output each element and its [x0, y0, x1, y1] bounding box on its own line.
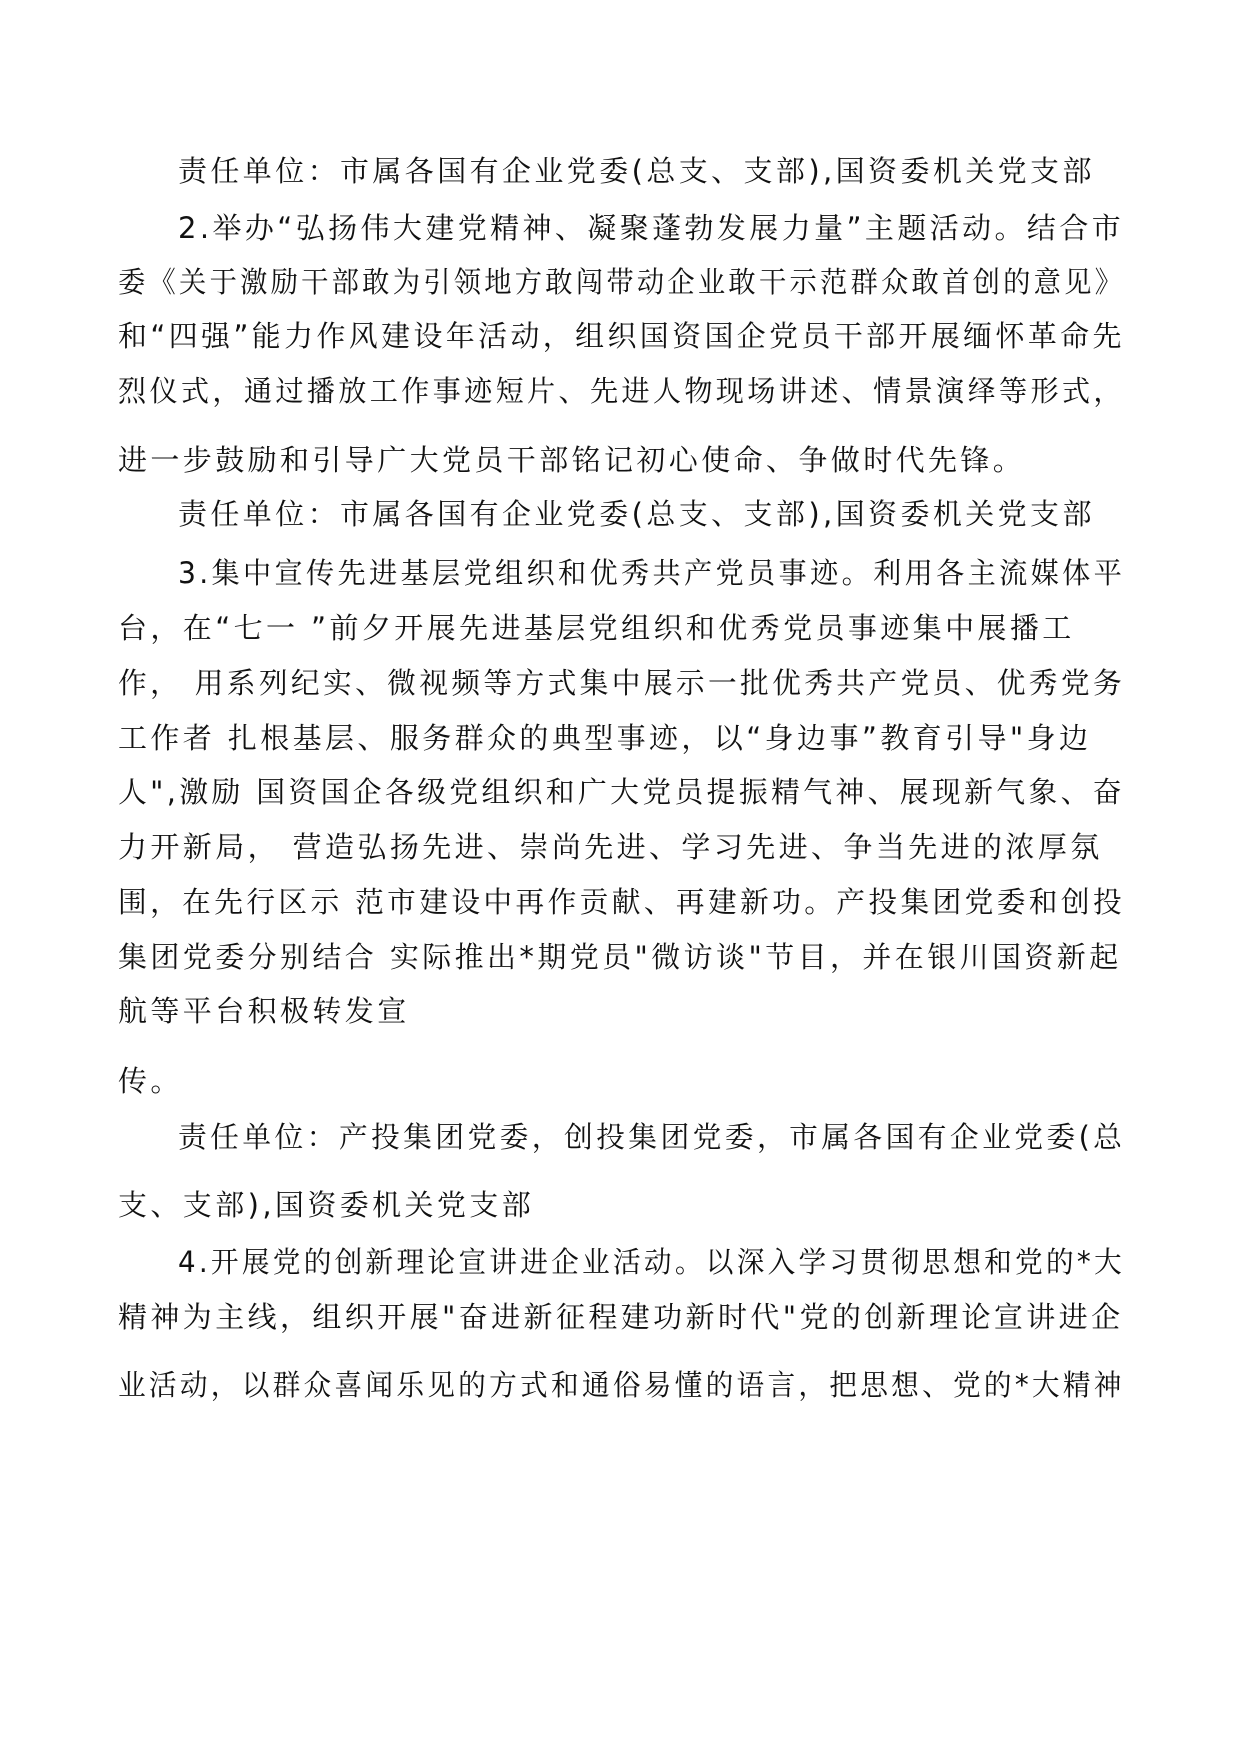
paragraph-line: 集团党委分别结合 实际推出*期党员"微访谈"节目，并在银川国资新起: [118, 940, 1122, 974]
responsibility-line-1: 责任单位：市属各国有企业党委(总支、支部),国资委机关党支部: [178, 154, 1095, 188]
responsibility-line-3: 责任单位：产投集团党委，创投集团党委，市属各国有企业党委(总: [178, 1120, 1126, 1154]
paragraph-line: 精神为主线，组织开展"奋进新征程建功新时代"党的创新理论宣讲进企: [118, 1300, 1124, 1334]
paragraph-line: 台，在“七一 ”前夕开展先进基层党组织和优秀党员事迹集中展播工: [118, 611, 1075, 645]
paragraph-line: 人",激励 国资国企各级党组织和广大党员提振精气神、展现新气象、奋: [118, 775, 1125, 809]
paragraph-line: 烈仪式，通过播放工作事迹短片、先进人物现场讲述、情景演绎等形式，: [118, 374, 1125, 408]
paragraph-line: 委《关于激励干部敢为引领地方敢闯带动企业敢干示范群众敢首创的意见》: [118, 265, 1126, 299]
paragraph-line: 力开新局， 营造弘扬先进、崇尚先进、学习先进、争当先进的浓厚氛: [118, 830, 1103, 864]
item-3-heading-line: 3.集中宣传先进基层党组织和优秀共产党员事迹。利用各主流媒体平: [178, 556, 1126, 590]
item-4-heading-line: 4.开展党的创新理论宣讲进企业活动。以深入学习贯彻思想和党的*大: [178, 1245, 1125, 1279]
paragraph-line: 业活动，以群众喜闻乐见的方式和通俗易懂的语言，把思想、党的*大精神: [118, 1368, 1125, 1402]
paragraph-line: 工作者 扎根基层、服务群众的典型事迹，以“身边事”教育引导"身边: [118, 721, 1092, 755]
paragraph-line: 支、支部),国资委机关党支部: [118, 1188, 535, 1222]
paragraph-line: 进一步鼓励和引导广大党员干部铭记初心使命、争做时代先锋。: [118, 443, 1026, 477]
responsibility-line-2: 责任单位：市属各国有企业党委(总支、支部),国资委机关党支部: [178, 497, 1095, 531]
paragraph-line: 作， 用系列纪实、微视频等方式集中展示一批优秀共产党员、优秀党务: [118, 666, 1126, 700]
paragraph-line: 传。: [118, 1064, 183, 1098]
paragraph-line: 和“四强”能力作风建设年活动，组织国资国企党员干部开展缅怀革命先: [118, 319, 1125, 353]
paragraph-line: 航等平台积极转发宣: [118, 994, 410, 1028]
item-2-heading-line: 2.举办“弘扬伟大建党精神、凝聚蓬勃发展力量”主题活动。结合市: [178, 211, 1125, 245]
paragraph-line: 围，在先行区示 范市建设中再作贡献、再建新功。产投集团党委和创投: [118, 885, 1126, 919]
